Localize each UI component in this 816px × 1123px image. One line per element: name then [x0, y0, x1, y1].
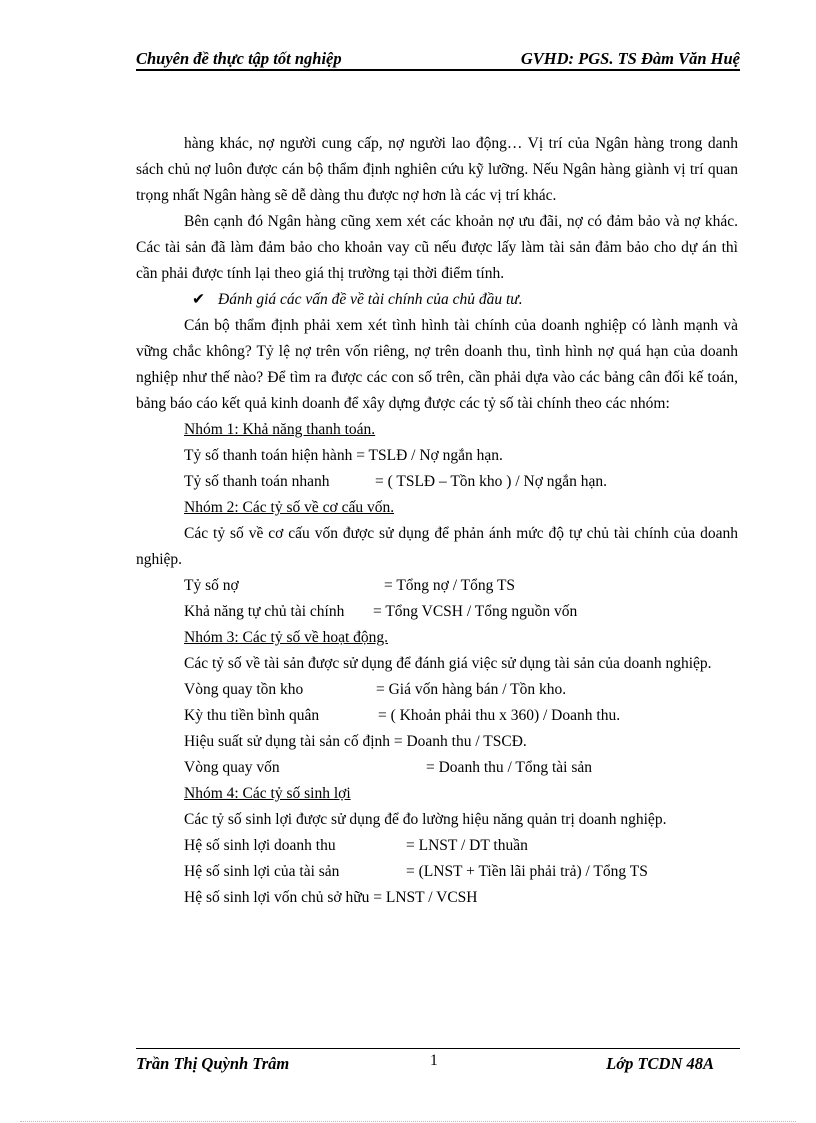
formula-fixed-asset-efficiency: Hiệu suất sử dụng tài sản cố định = Doanh thu / TSCĐ.: [184, 733, 527, 750]
page-header: [136, 47, 740, 71]
formula-capital-turnover: Vòng quay vốn = Doanh thu / Tổng tài sản: [184, 759, 593, 776]
formula-return-on-assets: Hệ số sinh lợi của tài sản = (LNST + Tiền lãi phải trả) / Tổng TS: [184, 863, 648, 880]
formula-inventory-turnover: Vòng quay tồn kho = Giá vốn hàng bán / Tồn kho.: [184, 681, 567, 698]
header-supervisor: GVHD: PGS. TS Đàm Văn Huệ: [520, 49, 740, 68]
formula-collection-period: Kỳ thu tiền bình quân = ( Khoản phải thu x 360) / Doanh thu.: [184, 707, 621, 724]
paragraph-financial-review: Cán bộ thẩm định phải xem xét tình hình tài chính của doanh nghiệp có lành mạnh và vững chắc không? Tỷ lệ nợ trên vốn riêng, nợ trên doanh thu, tình hình nợ quá hạn của doanh nghiệp như thế nào? Để tìm ra được các con số trên, cần phải dựa vào các bảng cân đối kế toán, bảng báo cáo kết quả kinh doanh để xây dựng được các tỷ số tài chính theo các nhóm:: [136, 317, 738, 412]
group-4-description: Các tỷ số sinh lợi được sử dụng để đo lường hiệu năng quản trị doanh nghiệp.: [184, 811, 667, 828]
footer-author: Trần Thị Quỳnh Trâm: [136, 1054, 290, 1073]
group-1-title: Nhóm 1: Khả năng thanh toán.: [184, 421, 376, 438]
group-2-title: Nhóm 2: Các tỷ số về cơ cấu vốn.: [184, 499, 395, 516]
formula-equity-ratio: Khả năng tự chủ tài chính = Tổng VCSH / Tổng nguồn vốn: [184, 603, 578, 620]
page-footer: [136, 1048, 740, 1079]
formula-quick-ratio: Tỷ số thanh toán nhanh = ( TSLĐ – Tồn kho ) / Nợ ngắn hạn.: [184, 473, 608, 490]
paragraph-collateral: Bên cạnh đó Ngân hàng cũng xem xét các khoản nợ ưu đãi, nợ có đảm bảo và nợ khác. Các tài sản đã làm đảm bảo cho khoản vay cũ nếu được lấy làm tài sản đảm bảo cho dự án thì cần phải được tính lại theo giá thị trường tại thời điểm tính.: [136, 213, 738, 282]
paragraph-creditor-position: hàng khác, nợ người cung cấp, nợ người lao động… Vị trí của Ngân hàng trong danh sách chủ nợ luôn được cán bộ thẩm định nghiên cứu kỹ lưỡng. Nếu Ngân hàng giành vị trí quan trọng nhất Ngân hàng sẽ dễ dàng thu được nợ hơn là các vị trí khác.: [136, 135, 738, 204]
document-body: [136, 131, 738, 911]
group-4-title: Nhóm 4: Các tỷ số sinh lợi: [184, 785, 351, 802]
bullet-financial-assessment: [136, 287, 738, 313]
formula-return-on-sales: Hệ số sinh lợi doanh thu = LNST / DT thuần: [184, 837, 528, 854]
group-3-title: Nhóm 3: Các tỷ số về hoạt động.: [184, 629, 389, 646]
formula-return-on-equity: Hệ số sinh lợi vốn chủ sở hữu = LNST / VCSH: [184, 889, 478, 906]
header-course-title: Chuyên đề thực tập tốt nghiệp: [136, 49, 342, 68]
group-2-description: Các tỷ số về cơ cấu vốn được sử dụng để phản ánh mức độ tự chủ tài chính của doanh nghiệp.: [136, 525, 738, 568]
page-break-line: [20, 1121, 796, 1122]
bullet-text: Đánh giá các vấn đề về tài chính của chủ đầu tư.: [218, 291, 523, 308]
group-3-description: Các tỷ số về tài sản được sử dụng để đánh giá việc sử dụng tài sản của doanh nghiệp.: [184, 655, 712, 672]
checkmark-icon: ✔: [192, 291, 205, 308]
footer-class: Lớp TCDN 48A: [606, 1054, 714, 1073]
page-number: 1: [430, 1052, 438, 1069]
formula-current-ratio: Tỷ số thanh toán hiện hành = TSLĐ / Nợ ngắn hạn.: [184, 447, 503, 464]
formula-debt-ratio: Tỷ số nợ = Tổng nợ / Tổng TS: [184, 577, 516, 594]
